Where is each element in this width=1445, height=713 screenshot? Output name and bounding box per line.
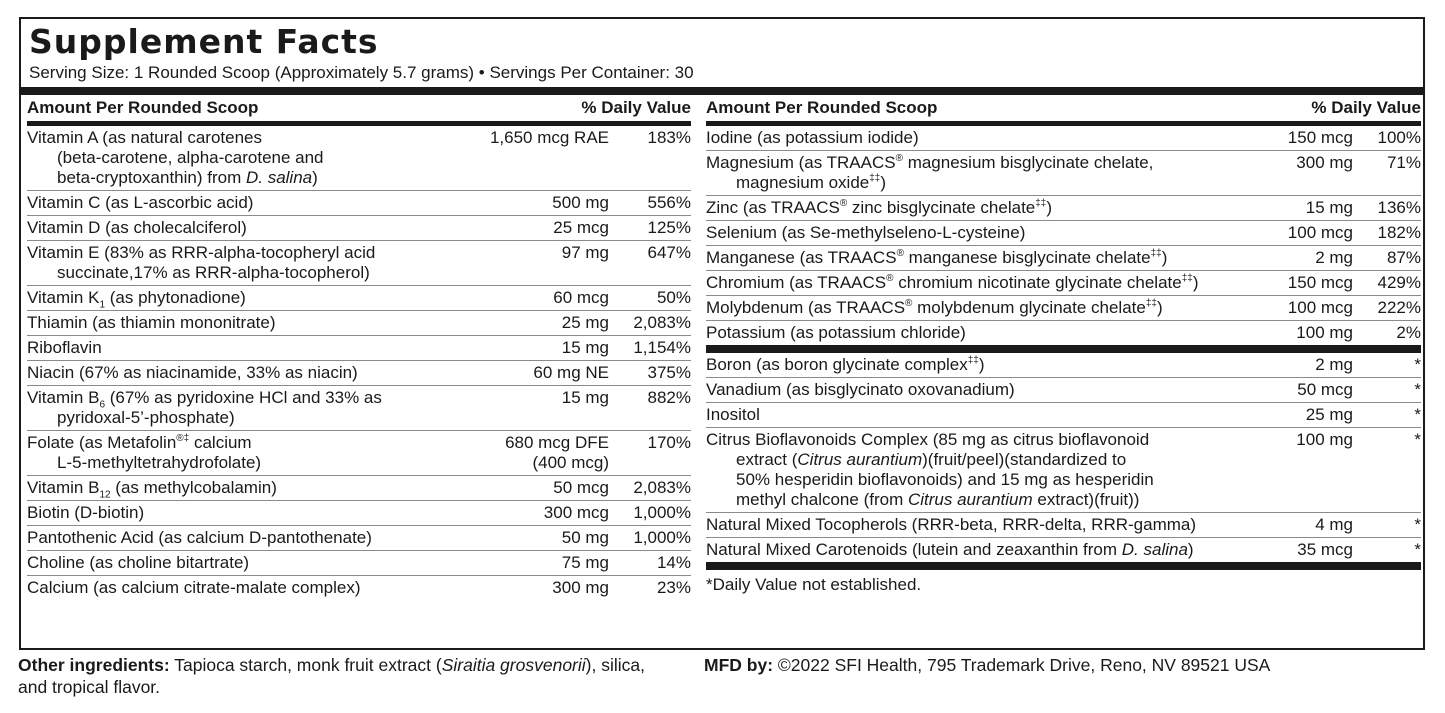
amount-header: Amount Per Rounded Scoop — [706, 98, 938, 117]
nutrient-name: Vitamin E (83% as RRR-alpha-tocopheryl acid — [27, 243, 376, 262]
nutrient-amount: 15 mg — [561, 338, 609, 357]
nutrient-name: Biotin (D-biotin) — [27, 503, 145, 522]
nutrient-name: Natural Mixed Carotenoids (lutein and zeaxanthin from D. salina) — [706, 540, 1194, 559]
nutrient-name: Vitamin D (as cholecalciferol) — [27, 218, 247, 237]
nutrient-dv: 23% — [656, 578, 691, 597]
nutrient-row-vitamin-b6 — [27, 386, 691, 431]
amount-header: Amount Per Rounded Scoop — [27, 98, 259, 117]
nutrient-amount: 300 mcg — [543, 503, 609, 522]
nutrient-row-vitamin-b12 — [27, 476, 691, 501]
nutrient-row-calcium — [27, 576, 691, 600]
nutrient-dv: * — [1414, 515, 1421, 534]
nutrient-amount: 100 mg — [1296, 430, 1353, 449]
nutrient-dv: * — [1414, 380, 1421, 399]
nutrient-name: Choline (as choline bitartrate) — [27, 553, 250, 572]
nutrient-amount: 60 mg NE — [533, 363, 609, 382]
section-rule — [706, 345, 1421, 353]
nutrient-name: Folate (as Metafolin®‡ calcium — [27, 433, 252, 452]
other-ingredients-label: Other ingredients: — [18, 655, 170, 675]
nutrient-amount: 100 mcg — [1287, 298, 1353, 317]
nutrient-row-manganese — [706, 246, 1421, 271]
nutrient-row-vanadium — [706, 378, 1421, 403]
nutrient-amount: 1,650 mcg RAE — [489, 128, 609, 147]
nutrient-dv: 375% — [647, 363, 691, 382]
nutrient-name: Zinc (as TRAACS® zinc bisglycinate chelate‡‡) — [706, 198, 1053, 217]
nutrient-amount: 35 mcg — [1297, 540, 1353, 559]
nutrient-row-selenium — [706, 221, 1421, 246]
nutrient-dv: 882% — [647, 388, 691, 407]
nutrient-name: Iodine (as potassium iodide) — [706, 128, 919, 147]
nutrient-dv: * — [1414, 540, 1421, 559]
nutrient-name: Natural Mixed Tocopherols (RRR-beta, RRR-delta, RRR-gamma) — [706, 515, 1197, 534]
left-column — [27, 95, 691, 600]
footnote: *Daily Value not established. — [706, 575, 922, 594]
nutrient-row-chromium — [706, 271, 1421, 296]
nutrient-dv: * — [1414, 430, 1421, 449]
nutrient-row-vitamin-k — [27, 286, 691, 311]
nutrient-detail-3: methyl chalcone (from Citrus aurantium extract)(fruit)) — [736, 490, 1140, 509]
nutrient-name: Vanadium (as bisglycinato oxovanadium) — [706, 380, 1015, 399]
bottom-rule — [706, 562, 1421, 570]
nutrient-name: Vitamin $B_6$ (67% as pyridoxine HCl and 33% as — [27, 388, 382, 411]
nutrient-amount: 680 mcg DFE (400 mcg) — [505, 433, 609, 472]
nutrient-row-magnesium — [706, 151, 1421, 196]
nutrient-name: Vitamin C (as L-ascorbic acid) — [27, 193, 254, 212]
nutrient-amount: 100 mg — [1296, 323, 1353, 342]
nutrient-name: Niacin (67% as niacinamide, 33% as niacin) — [27, 363, 358, 382]
nutrient-detail: extract (Citrus aurantium)(fruit/peel)(standardized to — [736, 450, 1127, 469]
nutrient-dv: 1,154% — [633, 338, 691, 357]
nutrient-dv: * — [1414, 405, 1421, 424]
nutrient-name: Citrus Bioflavonoids Complex (85 mg as citrus bioflavonoid — [706, 430, 1150, 449]
nutrient-name: Vitamin A (as natural carotenes — [27, 128, 262, 147]
nutrient-row-choline — [27, 551, 691, 576]
nutrient-name: Vitamin $K_1$ (as phytonadione) — [27, 288, 246, 311]
serving-info: Serving Size: 1 Rounded Scoop (Approximately 5.7 grams) • Servings Per Container: 30 — [29, 63, 694, 82]
nutrient-amount: 2 mg — [1315, 355, 1353, 374]
nutrient-dv: 183% — [647, 128, 691, 147]
nutrient-dv: 87% — [1386, 248, 1421, 267]
supplement-facts-panel — [19, 17, 1425, 650]
nutrient-amount: 300 mg — [1296, 153, 1353, 172]
nutrient-detail: pyridoxal-5’-phosphate) — [57, 408, 235, 427]
nutrient-amount: 15 mg — [561, 388, 609, 407]
nutrient-name: Inositol — [706, 405, 760, 424]
nutrient-detail: succinate,17% as RRR-alpha-tocopherol) — [57, 263, 370, 282]
nutrient-row-thiamin — [27, 311, 691, 336]
nutrient-name: Magnesium (as TRAACS® magnesium bisglycinate chelate, — [706, 153, 1154, 172]
nutrient-detail-2: 50% hesperidin bioflavonoids) and 15 mg as hesperidin — [736, 470, 1154, 489]
other-ingredients: Other ingredients: Tapioca starch, monk fruit extract (Siraitia grosvenorii), silica, and tropical flavor. — [18, 655, 645, 697]
dv-header: % Daily Value — [581, 98, 691, 117]
nutrient-row-molybdenum — [706, 296, 1421, 321]
nutrient-dv: 2,083% — [633, 478, 691, 497]
nutrient-amount: 60 mcg — [553, 288, 609, 307]
nutrient-name: Pantothenic Acid (as calcium D-pantothenate) — [27, 528, 372, 547]
nutrient-dv: 1,000% — [633, 528, 691, 547]
nutrient-name: Boron (as boron glycinate complex‡‡) — [706, 355, 985, 374]
nutrient-amount: 2 mg — [1315, 248, 1353, 267]
right-header — [706, 95, 1421, 126]
nutrient-dv: 556% — [647, 193, 691, 212]
nutrient-dv: 136% — [1377, 198, 1421, 217]
nutrient-amount: 4 mg — [1315, 515, 1353, 534]
nutrient-row-inositol — [706, 403, 1421, 428]
nutrient-dv: 182% — [1377, 223, 1421, 242]
nutrient-row-pantothenic-acid — [27, 526, 691, 551]
nutrient-amount: 150 mcg — [1287, 273, 1353, 292]
nutrient-row-zinc — [706, 196, 1421, 221]
nutrient-dv: 100% — [1377, 128, 1421, 147]
nutrient-dv: 71% — [1386, 153, 1421, 172]
nutrient-amount: 75 mg — [561, 553, 609, 572]
nutrient-name: Thiamin (as thiamin mononitrate) — [27, 313, 276, 332]
nutrient-name: Vitamin $B_{12}$ (as methylcobalamin) — [27, 478, 277, 501]
nutrient-name: Riboflavin — [27, 338, 102, 357]
left-header — [27, 95, 691, 126]
nutrient-amount: 100 mcg — [1287, 223, 1353, 242]
nutrient-dv: 2% — [1396, 323, 1421, 342]
nutrient-amount: 50 mcg — [1297, 380, 1353, 399]
nutrient-row-niacin — [27, 361, 691, 386]
nutrient-row-riboflavin — [27, 336, 691, 361]
nutrient-detail: L-5-methyltetrahydrofolate) — [57, 453, 262, 472]
nutrient-dv: 14% — [656, 553, 691, 572]
panel-title: Supplement Facts — [29, 22, 379, 61]
nutrient-dv: 222% — [1377, 298, 1421, 317]
nutrient-name: Molybdenum (as TRAACS® molybdenum glycinate chelate‡‡) — [706, 298, 1163, 317]
nutrient-dv: 125% — [647, 218, 691, 237]
nutrient-name: Manganese (as TRAACS® manganese bisglycinate chelate‡‡) — [706, 248, 1168, 267]
nutrient-amount: 25 mg — [561, 313, 609, 332]
nutrient-row-citrus-bioflavonoids — [706, 428, 1421, 513]
nutrient-row-biotin — [27, 501, 691, 526]
nutrient-row-mixed-carotenoids — [706, 538, 1421, 562]
nutrient-row-vitamin-c — [27, 191, 691, 216]
nutrient-row-vitamin-a — [27, 126, 691, 191]
nutrient-row-mixed-tocopherols — [706, 513, 1421, 538]
nutrient-dv: * — [1414, 355, 1421, 374]
manufacturer-info: MFD by: ©2022 SFI Health, 795 Trademark Drive, Reno, NV 89521 USA — [704, 655, 1271, 675]
nutrient-name: Potassium (as potassium chloride) — [706, 323, 966, 342]
nutrient-amount: 50 mcg — [553, 478, 609, 497]
nutrient-dv: 170% — [647, 433, 691, 452]
nutrient-detail-2: beta-cryptoxanthin) from D. salina) — [57, 168, 318, 187]
nutrient-row-vitamin-e — [27, 241, 691, 286]
nutrient-dv: 429% — [1377, 273, 1421, 292]
top-rule — [21, 87, 1423, 95]
nutrient-dv: 2,083% — [633, 313, 691, 332]
nutrient-row-folate — [27, 431, 691, 476]
nutrient-name: Calcium (as calcium citrate-malate complex) — [27, 578, 361, 597]
nutrient-row-vitamin-d — [27, 216, 691, 241]
nutrient-amount: 300 mg — [552, 578, 609, 597]
nutrient-row-potassium — [706, 321, 1421, 345]
dv-header: % Daily Value — [1311, 98, 1421, 117]
nutrient-dv: 50% — [656, 288, 691, 307]
nutrient-amount: 15 mg — [1305, 198, 1353, 217]
nutrient-amount: 50 mg — [561, 528, 609, 547]
nutrient-amount: 97 mg — [561, 243, 609, 262]
nutrient-amount: 150 mcg — [1287, 128, 1353, 147]
nutrient-amount: 25 mg — [1305, 405, 1353, 424]
nutrient-detail: (beta-carotene, alpha-carotene and — [57, 148, 324, 167]
nutrient-amount: 500 mg — [552, 193, 609, 212]
nutrient-name: Chromium (as TRAACS® chromium nicotinate glycinate chelate‡‡) — [706, 273, 1199, 292]
nutrient-dv: 1,000% — [633, 503, 691, 522]
nutrient-detail: magnesium oxide‡‡) — [736, 173, 887, 192]
nutrient-row-iodine — [706, 126, 1421, 151]
nutrient-dv: 647% — [647, 243, 691, 262]
nutrient-row-boron — [706, 353, 1421, 378]
nutrient-amount: 25 mcg — [553, 218, 609, 237]
mfd-label: MFD by: — [704, 655, 774, 675]
nutrient-name: Selenium (as Se-methylseleno-L-cysteine) — [706, 223, 1026, 242]
right-column — [706, 95, 1421, 596]
